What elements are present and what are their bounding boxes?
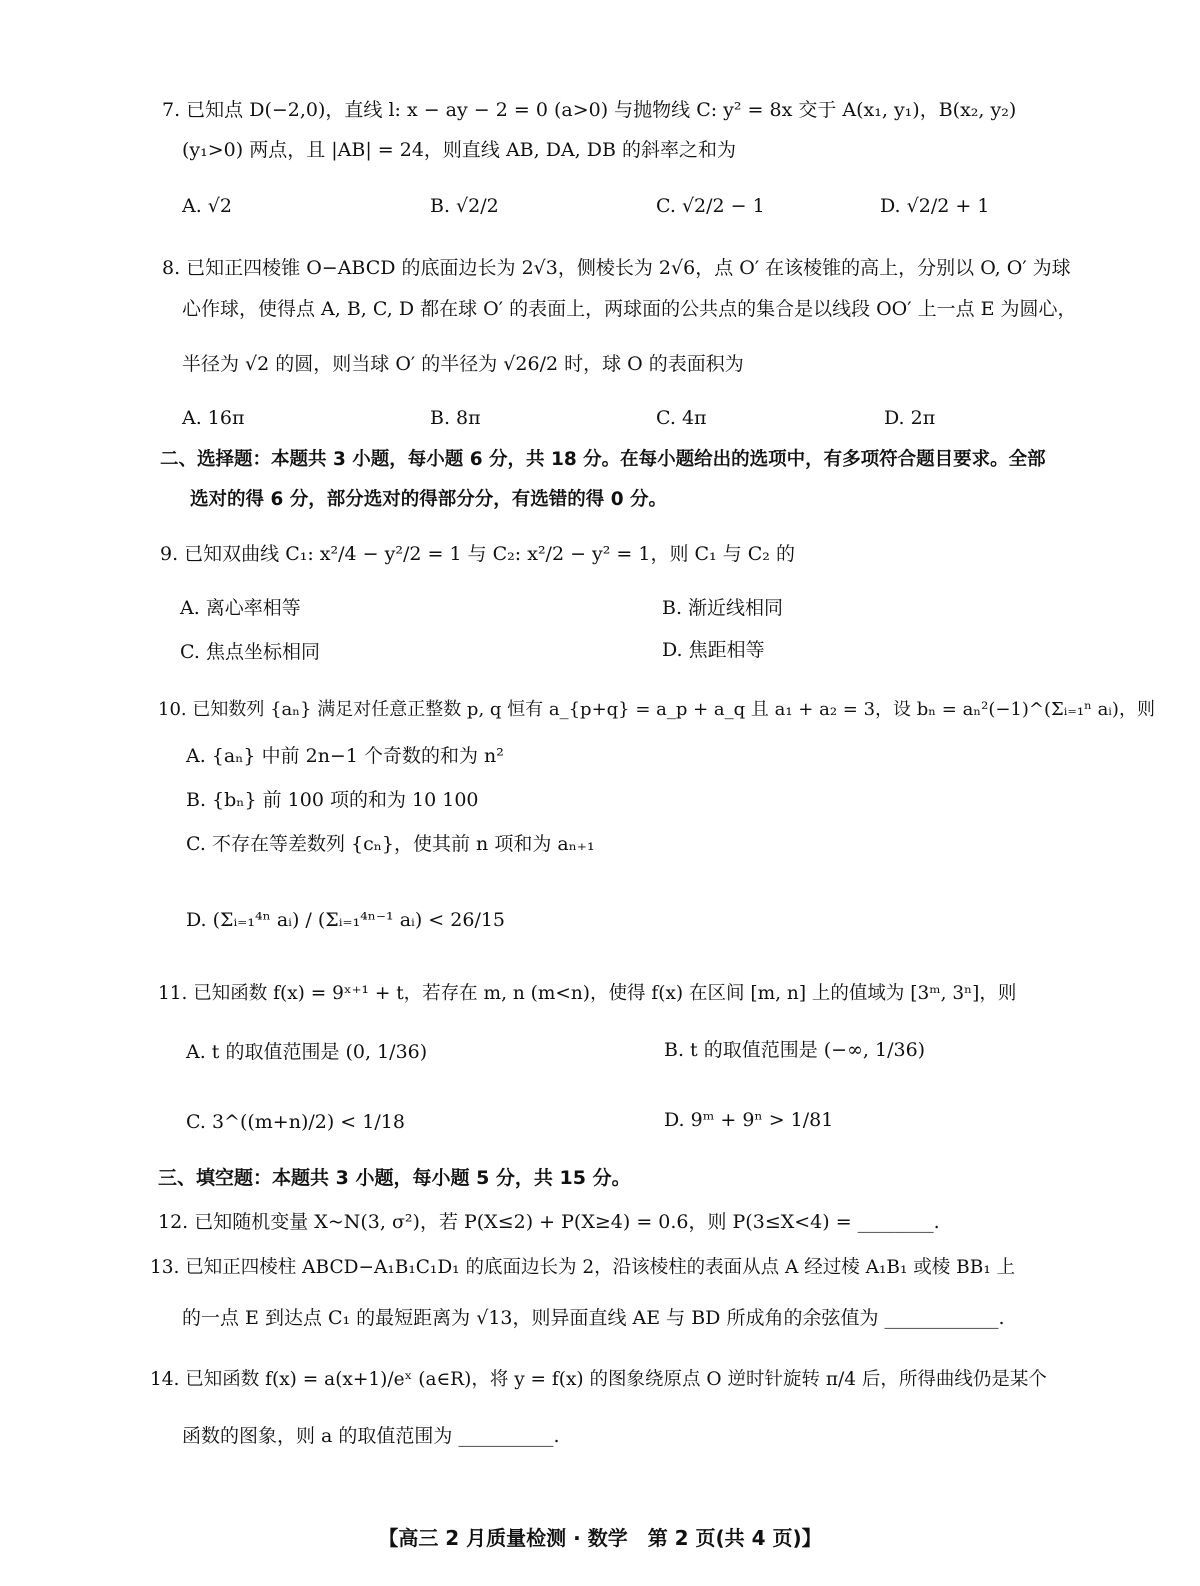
section-2-heading-line-2: 选对的得 6 分，部分选对的得部分分，有选错的得 0 分。	[190, 489, 668, 510]
q10-option-c: C. 不存在等差数列 {cₙ}，使其前 n 项和为 aₙ₊₁	[186, 833, 595, 855]
q8-line-1: 8. 已知正四棱锥 O−ABCD 的底面边长为 2√3，侧棱长为 2√6，点 O′ 在该棱锥的高上，分别以 O, O′ 为球	[162, 257, 1071, 279]
q8-option-d: D. 2π	[884, 407, 936, 429]
q14-line-2: 函数的图象，则 a 的取值范围为 __________.	[182, 1425, 560, 1447]
q11-option-b: B. t 的取值范围是 (−∞, 1/36)	[664, 1039, 926, 1061]
q12-stem: 12. 已知随机变量 X~N(3, σ²)，若 P(X≤2) + P(X≥4) = 0.6，则 P(3≤X<4) = ________.	[158, 1211, 940, 1233]
q13-line-2: 的一点 E 到达点 C₁ 的最短距离为 √13，则异面直线 AE 与 BD 所成角的余弦值为 ____________.	[182, 1307, 1005, 1329]
q7-option-c: C. √2/2 − 1	[656, 195, 765, 217]
q14-line-1: 14. 已知函数 f(x) = a(x+1)/eˣ (a∈R)，将 y = f(x) 的图象绕原点 O 逆时针旋转 π/4 后，所得曲线仍是某个	[150, 1369, 1047, 1390]
q10-stem: 10. 已知数列 {aₙ} 满足对任意正整数 p, q 恒有 a_{p+q} = a_p + a_q 且 a₁ + a₂ = 3，设 bₙ = aₙ²(−1)^(Σᵢ₌₁ⁿ aᵢ)，则	[158, 699, 1155, 720]
q8-line-2: 心作球，使得点 A, B, C, D 都在球 O′ 的表面上，两球面的公共点的集合是以线段 OO′ 上一点 E 为圆心，	[182, 298, 1077, 320]
page-footer: 【高三 2 月质量检测 · 数学 第 2 页(共 4 页)】	[378, 1526, 822, 1550]
q11-option-c: C. 3^((m+n)/2) < 1/18	[186, 1111, 405, 1133]
q9-option-c: C. 焦点坐标相同	[180, 641, 320, 663]
q9-option-b: B. 渐近线相同	[662, 597, 784, 619]
q13-line-1: 13. 已知正四棱柱 ABCD−A₁B₁C₁D₁ 的底面边长为 2，沿该棱柱的表面从点 A 经过棱 A₁B₁ 或棱 BB₁ 上	[150, 1257, 1016, 1278]
q11-stem: 11. 已知函数 f(x) = 9ˣ⁺¹ + t，若存在 m, n (m<n)，使得 f(x) 在区间 [m, n] 上的值域为 [3ᵐ, 3ⁿ]，则	[158, 983, 1017, 1004]
q11-option-d: D. 9ᵐ + 9ⁿ > 1/81	[664, 1109, 834, 1131]
q10-option-b: B. {bₙ} 前 100 项的和为 10 100	[186, 789, 479, 811]
q7-line-1: 7. 已知点 D(−2,0)，直线 l: x − ay − 2 = 0 (a>0) 与抛物线 C: y² = 8x 交于 A(x₁, y₁)，B(x₂, y₂)	[162, 99, 1017, 121]
q8-option-b: B. 8π	[430, 407, 481, 429]
q7-option-a: A. √2	[182, 195, 232, 217]
q7-option-d: D. √2/2 + 1	[880, 195, 990, 217]
section-2-heading-line-1: 二、选择题：本题共 3 小题，每小题 6 分，共 18 分。在每小题给出的选项中，有多项符合题目要求。全部	[160, 449, 1046, 470]
q11-option-a: A. t 的取值范围是 (0, 1/36)	[186, 1041, 428, 1063]
q7-line-2: (y₁>0) 两点，且 |AB| = 24，则直线 AB, DA, DB 的斜率之和为	[182, 139, 736, 161]
q7-option-b: B. √2/2	[430, 195, 499, 217]
q10-option-d: D. (Σᵢ₌₁⁴ⁿ aᵢ) / (Σᵢ₌₁⁴ⁿ⁻¹ aᵢ) < 26/15	[186, 909, 506, 931]
q8-option-c: C. 4π	[656, 407, 707, 429]
section-3-heading: 三、填空题：本题共 3 小题，每小题 5 分，共 15 分。	[158, 1167, 631, 1189]
q9-option-d: D. 焦距相等	[662, 639, 765, 661]
q8-line-3: 半径为 √2 的圆，则当球 O′ 的半径为 √26/2 时，球 O 的表面积为	[182, 353, 744, 375]
q9-option-a: A. 离心率相等	[180, 597, 301, 619]
q10-option-a: A. {aₙ} 中前 2n−1 个奇数的和为 n²	[186, 745, 504, 767]
q8-option-a: A. 16π	[182, 407, 245, 429]
q9-stem: 9. 已知双曲线 C₁: x²/4 − y²/2 = 1 与 C₂: x²/2 − y² = 1，则 C₁ 与 C₂ 的	[160, 543, 795, 565]
